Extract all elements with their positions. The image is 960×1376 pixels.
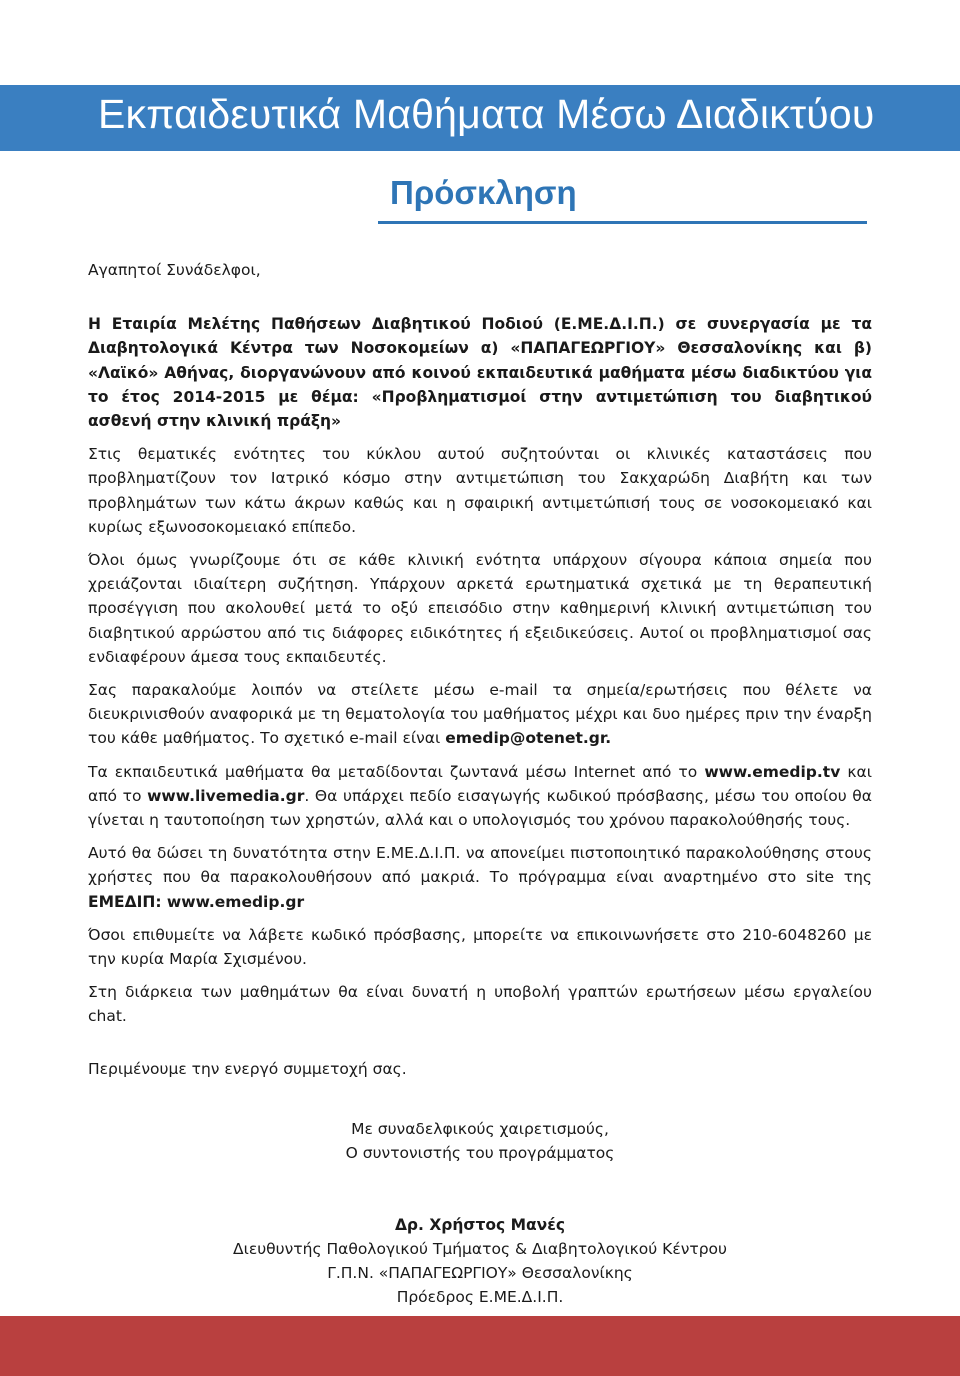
paragraph-4-b: και από το <box>88 762 872 805</box>
greeting: Αγαπητοί Συνάδελφοι, <box>88 261 261 279</box>
paragraph-6: Όσοι επιθυμείτε να λάβετε κωδικό πρόσβασης, μπορείτε να επικοινωνήσετε στο 210-6048260 με την κυρία Μαρία Σχισμένου. <box>88 925 872 969</box>
intro-paragraph: Η Εταιρία Μελέτης Παθήσεων Διαβητικού Ποδιού (Ε.ΜΕ.Δ.Ι.Π.) σε συνεργασία με τα Διαβητολογικά Κέντρα των Νοσοκομείων α) «ΠΑΠΑΓΕΩΡΓΙΟΥ» Θεσσαλονίκης και β) «Λαϊκό» Αθήνας, διοργανώνουν από κοινού εκπαιδευτικά μαθήματα μέσω διαδικτύου για το έτος 2014-2015 με θέμα: «Προβληματισμοί στην αντιμετώπιση του διαβητικού ασθενή στην κλινική πράξη» <box>88 315 872 431</box>
paragraph-4-a: Τα εκπαιδευτικά μαθήματα θα μεταδίδονται ζωντανά μέσω Internet από το <box>88 762 705 781</box>
signatory-name: Δρ. Χρήστος Μανές <box>394 1215 566 1234</box>
signatory-title-2: Γ.Π.Ν. «ΠΑΠΑΓΕΩΡΓΙΟΥ» Θεσσαλονίκης <box>327 1263 633 1282</box>
signature-regards <box>88 1117 872 1165</box>
link-emedip-tv: www.emedip.tv <box>704 762 841 781</box>
paragraph-2: Όλοι όμως γνωρίζουμε ότι σε κάθε κλινική ενότητα υπάρχουν σίγουρα κάποια σημεία που χρειάζονται ιδιαίτερη συζήτηση. Υπάρχουν αρκετά ερωτηματικά σχετικά με τη θεραπευτική προσέγγιση που ακολουθεί μετά το οξύ επεισόδιο στην καθημερινή κλινική αντιμετώπιση του διαβητικού αρρώστου από τις διάφορες ειδικότητες ή εξειδικεύσεις. Αυτοί οι προβληματισμοί σας ενδιαφέρουν άμεσα τους εκπαιδευτές. <box>88 551 872 666</box>
closing-line: Περιμένουμε την ενεργό συμμετοχή σας. <box>88 1059 407 1078</box>
regards-line: Με συναδελφικούς χαιρετισμούς, <box>351 1119 609 1138</box>
link-emedip-gr: ΕΜΕΔΙΠ: www.emedip.gr <box>88 892 305 911</box>
signature-block <box>88 1213 872 1309</box>
paragraph-1: Στις θεματικές ενότητες του κύκλου αυτού συζητούνται οι κλινικές καταστάσεις που προβληματίζουν τον Ιατρικό κόσμο στην αντιμετώπιση του Σακχαρώδη Διαβήτη και των προβλημάτων των κάτω άκρων καθώς και η σφαιρική αντιμετώπισή τους σε νοσοκομειακό και κυρίως εξωνοσοκομειακό επίπεδο. <box>88 445 872 536</box>
footer-band <box>0 1316 960 1376</box>
paragraph-4 <box>88 760 872 833</box>
signatory-title-3: Πρόεδρος Ε.ΜΕ.Δ.Ι.Π. <box>396 1287 564 1306</box>
letter-body <box>88 258 872 1309</box>
paragraph-4-c: . Θα υπάρχει πεδίο εισαγωγής κωδικού πρόσβασης, μέσω του οποίου θα γίνεται η ταυτοποίηση των χρηστών, αλλά και ο υπολογισμός του χρόνου παρακολούθησής τους. <box>88 786 872 830</box>
coordinator-role: Ο συντονιστής του προγράμματος <box>345 1143 615 1162</box>
banner-title: Εκπαιδευτικά Μαθήματα Μέσω Διαδικτύου <box>98 91 875 137</box>
link-livemedia: www.livemedia.gr <box>147 786 305 805</box>
header-banner <box>0 85 960 151</box>
paragraph-3 <box>88 678 872 751</box>
signatory-title-1: Διευθυντής Παθολογικού Τμήματος & Διαβητολογικού Κέντρου <box>232 1239 727 1258</box>
paragraph-7: Στη διάρκεια των μαθημάτων θα είναι δυνατή η υποβολή γραπτών ερωτήσεων μέσω εργαλείου chat. <box>88 983 872 1026</box>
paragraph-5-text: Αυτό θα δώσει τη δυνατότητα στην Ε.ΜΕ.Δ.Ι.Π. να απονείμει πιστοποιητικό παρακολούθησης στους χρήστες που θα παρακολουθήσουν από μακριά. Το πρόγραμμα είναι αναρτημένο στο site της <box>88 844 872 887</box>
invitation-title: Πρόσκληση <box>390 174 577 211</box>
paragraph-3-text: Σας παρακαλούμε λοιπόν να στείλετε μέσω e-mail τα σημεία/ερωτήσεις που θέλετε να διευκρινισθούν αναφορικά με τη θεματολογία του μαθήματος μέχρι και δυο ημέρες πριν την έναρξη του κάθε μαθήματος. Το σχετικό e-mail είναι <box>88 681 872 748</box>
paragraph-5 <box>88 841 872 914</box>
contact-email: emedip@otenet.gr. <box>445 729 612 748</box>
title-underline <box>378 221 867 224</box>
